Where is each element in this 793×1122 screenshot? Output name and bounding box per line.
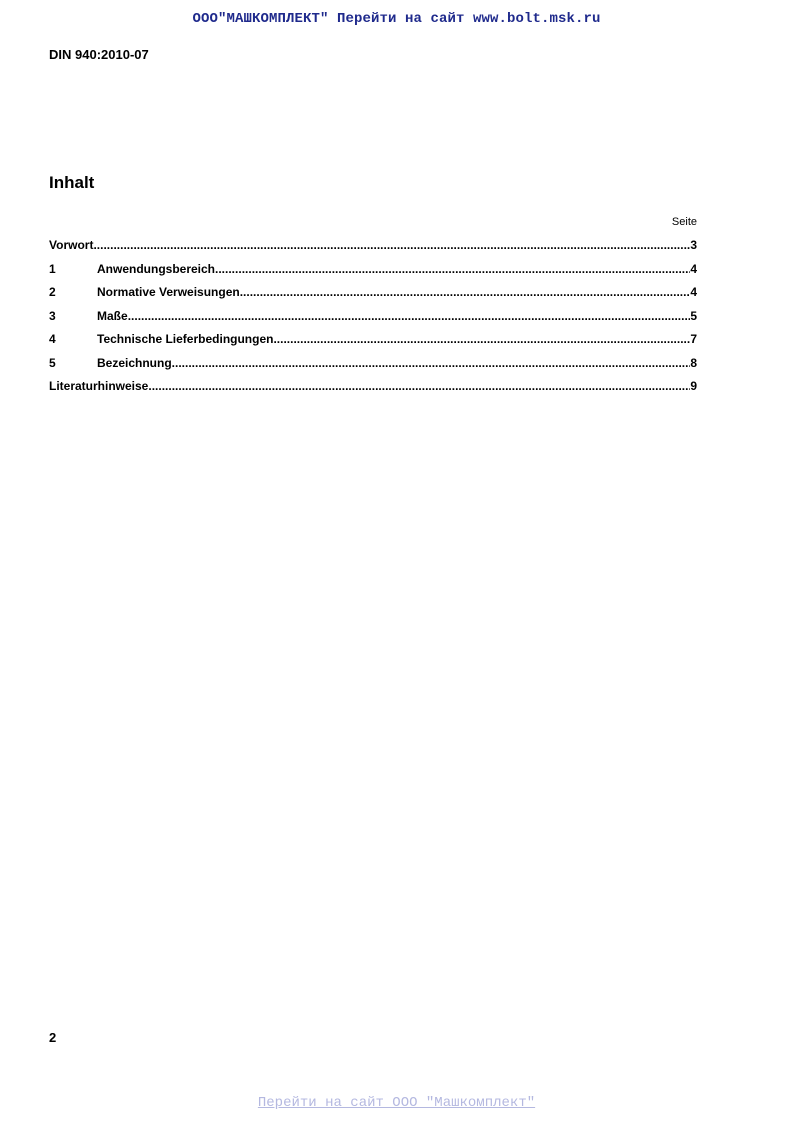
toc-title: Inhalt: [49, 173, 95, 192]
toc-leader-dots: [215, 262, 690, 276]
toc-leader-dots: [128, 309, 691, 323]
document-id: DIN 940:2010-07: [49, 47, 149, 62]
toc-entry-number: 3: [49, 308, 56, 323]
page-number: 2: [49, 1030, 57, 1045]
toc-entry-label: Anwendungsbereich: [97, 261, 216, 276]
toc-leader-dots: [148, 379, 690, 393]
footer-site-link[interactable]: Перейти на сайт ООО "Машкомплект": [257, 1095, 536, 1111]
toc-entry-page: 8: [690, 355, 697, 370]
toc-entry-number: 2: [49, 285, 56, 299]
toc-entry-page: 7: [690, 332, 697, 346]
toc-entry-vorwort[interactable]: [49, 238, 697, 262]
toc-entry-label: Literaturhinweise: [49, 379, 149, 393]
toc-entry-page: 4: [690, 261, 697, 276]
toc-entry-label: Bezeichnung: [97, 355, 172, 370]
toc-leader-dots: [273, 332, 690, 346]
toc-entry-label: Vorwort: [49, 238, 94, 252]
toc-entry-page: 3: [690, 238, 697, 252]
toc-entry-label: Technische Lieferbedingungen: [97, 332, 274, 346]
toc-entry-anwendungsbereich[interactable]: [49, 262, 697, 286]
header-site-link[interactable]: ООО"МАШКОМПЛЕКТ" Перейти на сайт www.bolt.msk.ru: [192, 11, 601, 27]
toc-entry-number: 4: [49, 332, 56, 346]
toc-leader-dots: [240, 285, 691, 299]
toc-page-column-label: Seite: [671, 216, 697, 228]
toc-entry-literaturhinweise[interactable]: [49, 379, 697, 403]
toc-entry-label: Normative Verweisungen: [97, 285, 240, 299]
toc-entry-page: 9: [690, 379, 697, 393]
toc-entry-technische-lieferbedingungen[interactable]: [49, 332, 697, 356]
table-of-contents: [49, 238, 697, 403]
toc-entry-normative-verweisungen[interactable]: [49, 285, 697, 309]
toc-leader-dots: [93, 238, 690, 252]
toc-entry-number: 5: [49, 355, 56, 370]
toc-entry-number: 1: [49, 261, 56, 276]
toc-leader-dots: [172, 356, 691, 370]
toc-entry-masse[interactable]: [49, 309, 697, 333]
toc-entry-page: 4: [690, 285, 697, 299]
toc-entry-label: Maße: [97, 308, 128, 323]
toc-entry-page: 5: [690, 308, 697, 323]
toc-entry-bezeichnung[interactable]: [49, 356, 697, 380]
